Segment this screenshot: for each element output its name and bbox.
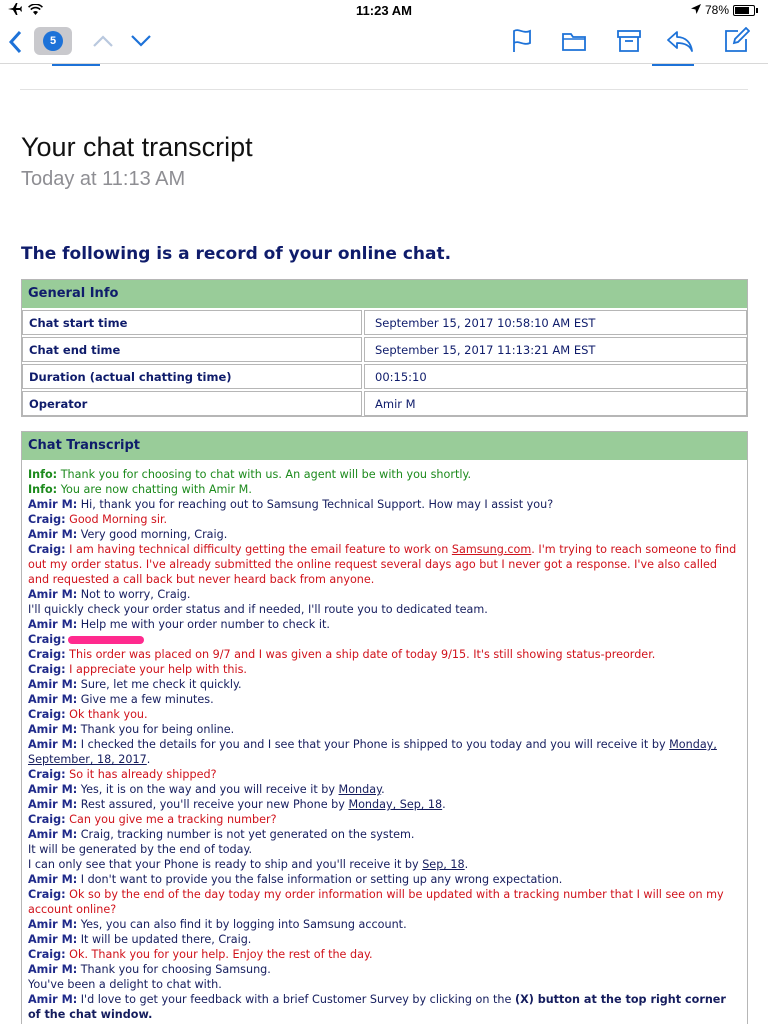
record-heading: The following is a record of your online chat. [21, 244, 452, 264]
speaker-label: Amir M: [28, 588, 78, 601]
info-row [22, 362, 747, 389]
info-value: 00:15:10 [364, 364, 747, 389]
mail-toolbar [0, 22, 768, 64]
header-divider [20, 89, 748, 90]
message-text: Help me with your order number to check it. [77, 618, 330, 631]
chat-line [28, 662, 741, 677]
speaker-label: Amir M: [28, 783, 78, 796]
general-info-table [21, 279, 748, 417]
chat-line [28, 812, 741, 827]
chat-line [28, 527, 741, 542]
speaker-label: Craig: [28, 768, 66, 781]
speaker-label: Amir M: [28, 963, 78, 976]
location-arrow-icon [691, 3, 701, 17]
chat-line [28, 842, 741, 857]
info-label: Operator [22, 391, 362, 416]
speaker-label: Amir M: [28, 498, 78, 511]
speaker-label: Amir M: [28, 693, 78, 706]
scroll-remnant-right [652, 64, 694, 66]
speaker-label: Craig: [28, 888, 66, 901]
status-right [691, 3, 758, 17]
battery-tip [756, 8, 758, 13]
chat-line [28, 962, 741, 977]
message-text-bold: (X) button at the top right corner of the chat window. [28, 993, 726, 1021]
message-text: Thank you for being online. [77, 723, 235, 736]
speaker-label: Amir M: [28, 738, 78, 751]
chat-line [28, 737, 741, 767]
chat-line [28, 917, 741, 932]
speaker-label: Craig: [28, 543, 66, 556]
speaker-label: Amir M: [28, 933, 78, 946]
next-message-button[interactable] [130, 34, 152, 53]
message-text: I'd love to get your feedback with a brief Customer Survey by clicking on the [77, 993, 515, 1006]
message-text: It will be generated by the end of today. [28, 843, 253, 856]
speaker-label: Craig: [28, 948, 66, 961]
speaker-label: Amir M: [28, 918, 78, 931]
chat-line [28, 857, 741, 872]
email-date: Today at 11:13 AM [21, 168, 186, 190]
message-text: . I'm trying to reach someone to find out my order status. I've already submitted the online request several days ago but I never got a response. I've also called and requested a call back but never heard back from anyone. [28, 543, 737, 586]
chat-line [28, 947, 741, 962]
message-text: Thank you for choosing Samsung. [77, 963, 271, 976]
chat-line [28, 932, 741, 947]
chat-line [28, 977, 741, 992]
chat-line [28, 992, 741, 1022]
message-text: I can only see that your Phone is ready to ship and you'll receive it by [28, 858, 423, 871]
chat-line [28, 797, 741, 812]
chat-line [28, 482, 741, 497]
chat-line [28, 827, 741, 842]
chat-line [28, 887, 741, 917]
message-text: Hi, thank you for reaching out to Samsung Technical Support. How may I assist you? [77, 498, 554, 511]
speaker-label: Amir M: [28, 828, 78, 841]
status-bar [0, 0, 768, 22]
move-to-folder-button[interactable] [562, 31, 586, 56]
message-text: Not to worry, Craig. [77, 588, 191, 601]
badge-background [34, 27, 72, 55]
info-row [22, 335, 747, 362]
message-text: Yes, it is on the way and you will receive it by [77, 783, 339, 796]
folder-icon [562, 31, 586, 56]
speaker-label: Info: [28, 483, 58, 496]
chat-line [28, 602, 741, 617]
chat-line [28, 542, 741, 587]
chat-line [28, 767, 741, 782]
battery-percent: 78% [704, 3, 729, 17]
message-text: Sure, let me check it quickly. [77, 678, 242, 691]
message-link[interactable]: Samsung.com [451, 543, 532, 556]
scroll-remnant-left [52, 64, 100, 66]
speaker-label: Craig: [28, 663, 66, 676]
speaker-label: Amir M: [28, 993, 78, 1006]
info-label: Chat start time [22, 310, 362, 335]
redacted-order-number [68, 636, 144, 644]
info-value: Amir M [364, 391, 747, 416]
battery-icon [733, 5, 755, 16]
message-text: Thank you for choosing to chat with us. An agent will be with you shortly. [57, 468, 472, 481]
message-text: I don't want to provide you the false information or setting up any wrong expectation. [77, 873, 563, 886]
archive-button[interactable] [617, 30, 641, 57]
speaker-label: Amir M: [28, 678, 78, 691]
info-label: Chat end time [22, 337, 362, 362]
speaker-label: Craig: [28, 648, 66, 661]
reply-icon [666, 30, 694, 57]
speaker-label: Amir M: [28, 798, 78, 811]
message-text: . [442, 798, 446, 811]
chat-line [28, 707, 741, 722]
chat-line [28, 587, 741, 602]
previous-message-button[interactable] [92, 34, 114, 53]
general-info-header: General Info [22, 280, 747, 308]
message-text: . [464, 858, 469, 871]
down-chevron-icon [130, 34, 152, 53]
flag-button[interactable] [512, 29, 532, 58]
chat-transcript-lines [22, 460, 747, 1022]
compose-button[interactable] [724, 27, 750, 58]
message-text: So it has already shipped? [65, 768, 217, 781]
message-text: Rest assured, you'll receive your new Phone by [77, 798, 349, 811]
message-text: . [381, 783, 385, 796]
message-text: This order was placed on 9/7 and I was given a ship date of today 9/15. It's still showing status-preorder. [65, 648, 656, 661]
message-text: Very good morning, Craig. [77, 528, 228, 541]
speaker-label: Amir M: [28, 528, 78, 541]
message-text: Good Morning sir. [65, 513, 168, 526]
speaker-label: Craig: [28, 813, 66, 826]
chat-line [28, 647, 741, 662]
chat-line [28, 722, 741, 737]
message-text: You've been a delight to chat with. [28, 978, 222, 991]
message-text: Ok. Thank you for your help. Enjoy the rest of the day. [65, 948, 373, 961]
speaker-label: Craig: [28, 633, 66, 646]
back-button[interactable] [8, 30, 22, 59]
speaker-label: Info: [28, 468, 58, 481]
speaker-label: Craig: [28, 708, 66, 721]
general-info-rows [22, 308, 747, 416]
compose-icon [724, 27, 750, 58]
chat-line [28, 632, 741, 647]
speaker-label: Amir M: [28, 723, 78, 736]
message-link[interactable]: Monday, Sep, 18 [348, 798, 443, 811]
message-text: . [146, 753, 151, 766]
message-link[interactable]: Monday [338, 783, 382, 796]
info-row [22, 308, 747, 335]
message-text: Can you give me a tracking number? [65, 813, 277, 826]
speaker-label: Craig: [28, 513, 66, 526]
status-time: 11:23 AM [356, 3, 412, 18]
speaker-label: Amir M: [28, 618, 78, 631]
chat-line [28, 872, 741, 887]
speaker-label: Amir M: [28, 873, 78, 886]
chat-line [28, 782, 741, 797]
info-value: September 15, 2017 10:58:10 AM EST [364, 310, 747, 335]
message-text: Craig, tracking number is not yet generated on the system. [77, 828, 415, 841]
message-text: You are now chatting with Amir M. [57, 483, 252, 496]
message-text: Ok thank you. [65, 708, 148, 721]
info-row [22, 389, 747, 416]
archive-icon [617, 30, 641, 57]
chat-line [28, 512, 741, 527]
flag-icon [512, 29, 532, 58]
chat-line [28, 692, 741, 707]
message-text: I appreciate your help with this. [65, 663, 247, 676]
up-chevron-icon [92, 34, 114, 53]
message-text: Ok so by the end of the day today my order information will be updated with a tracking number that I will see on my account online? [28, 888, 724, 916]
reply-button[interactable] [666, 30, 694, 57]
message-text: Give me a few minutes. [77, 693, 214, 706]
message-count-badge[interactable] [34, 27, 72, 55]
info-label: Duration (actual chatting time) [22, 364, 362, 389]
message-link[interactable]: Sep, 18 [422, 858, 465, 871]
email-subject: Your chat transcript [21, 132, 253, 162]
chat-line [28, 677, 741, 692]
back-chevron-icon [8, 30, 22, 59]
chat-line [28, 617, 741, 632]
message-link[interactable]: Monday, September, 18, 2017 [28, 738, 717, 766]
chat-transcript-table [21, 431, 748, 1024]
chat-line [28, 467, 741, 482]
message-text: It will be updated there, Craig. [77, 933, 252, 946]
message-text: I am having technical difficulty getting the email feature to work on [65, 543, 452, 556]
unread-count: 5 [43, 31, 63, 51]
info-value: September 15, 2017 11:13:21 AM EST [364, 337, 747, 362]
chat-line [28, 497, 741, 512]
chat-transcript-header: Chat Transcript [22, 432, 747, 460]
message-text: I'll quickly check your order status and if needed, I'll route you to dedicated team. [28, 603, 488, 616]
message-text: I checked the details for you and I see that your Phone is shipped to you today and you will receive it by [77, 738, 670, 751]
message-text: Yes, you can also find it by logging into Samsung account. [77, 918, 407, 931]
